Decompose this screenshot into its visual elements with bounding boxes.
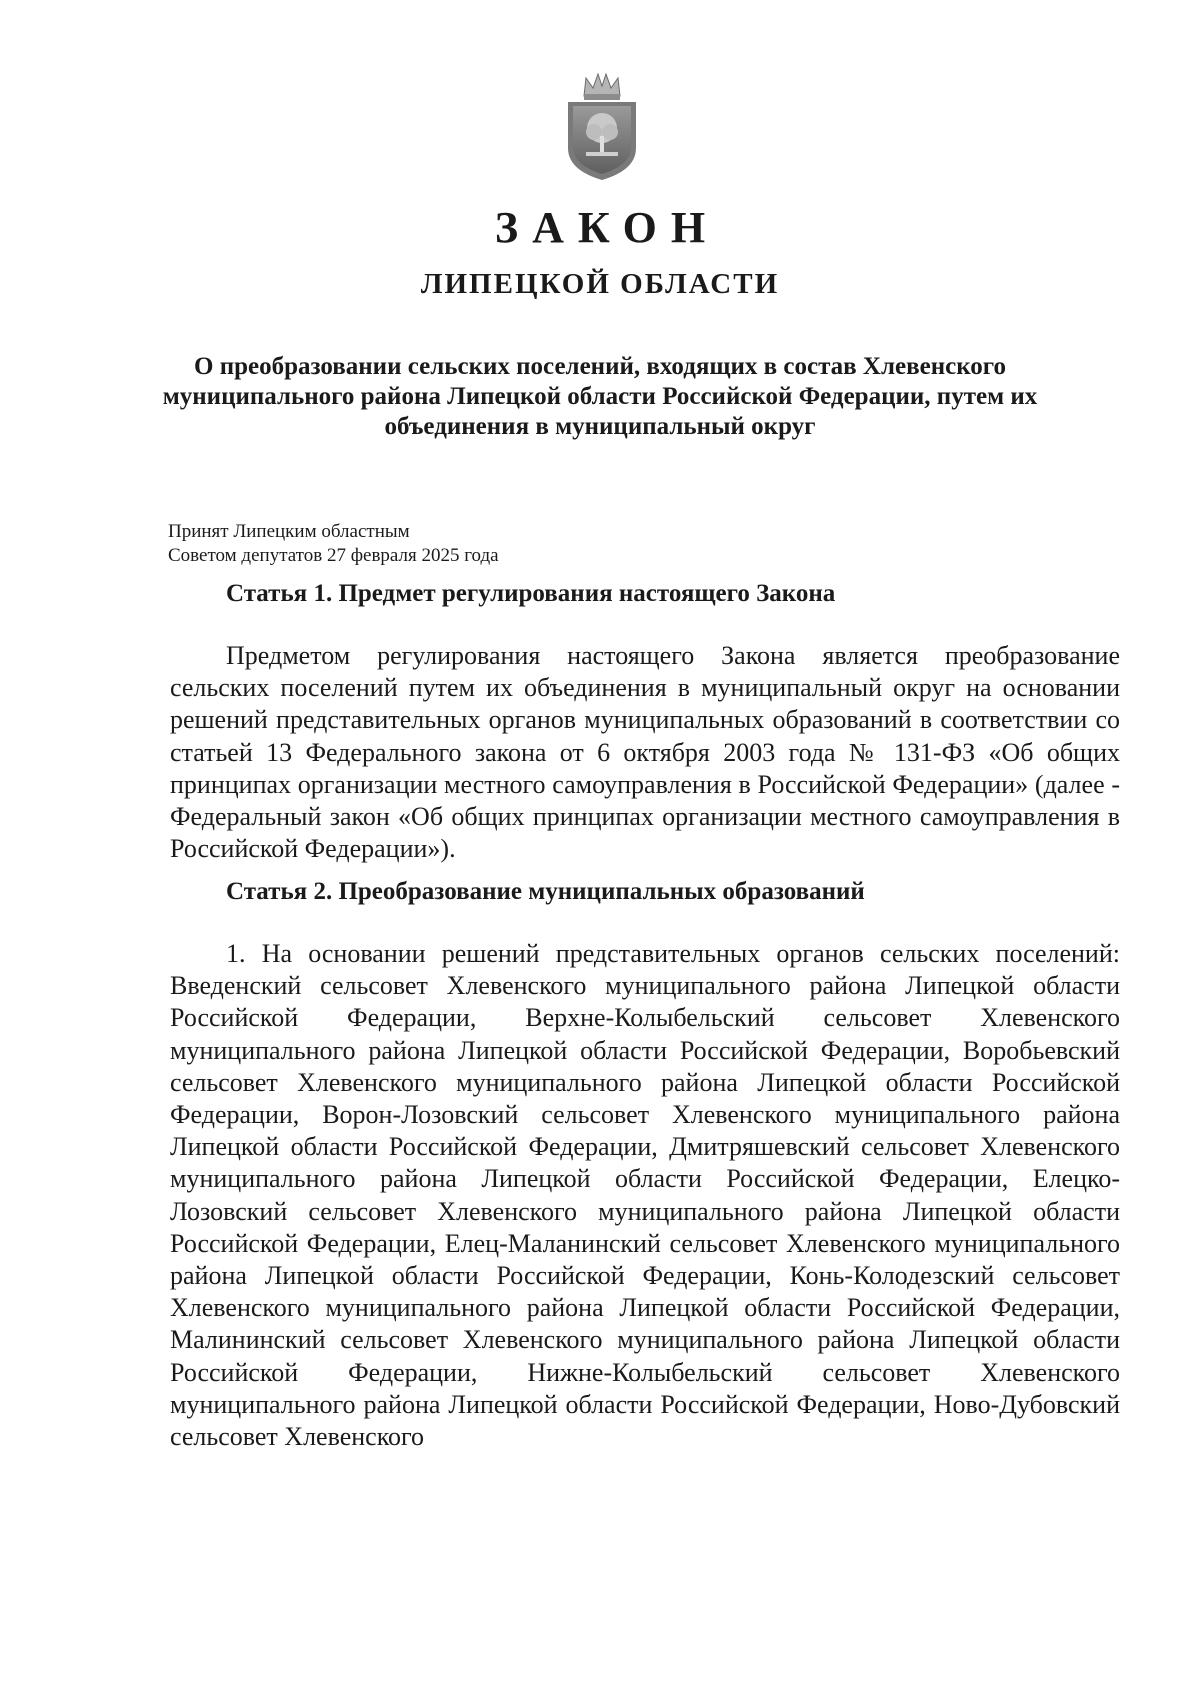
article-2-paragraph: 1. На основании решений представительных органов сельских поселений: Введенский сельсовет Хлевенского муниципального района Липецкой области Российской Федерации, Верхне-Колыбельский сельсовет Хлевенского муниципального района Липецкой области Российской Федерации, Воробьевский сельсовет Хлевенского муниципального района Липецкой области Российской Федерации, Ворон-Лозовский сельсовет Хлевенского муниципального района Липецкой области Российской Федерации, Дмитряшевский сельсовет Хлевенского муниципального района Липецкой области Российской Федерации, Елецко-Лозовский сельсовет Хлевенского муниципального района Липецкой области Российской Федерации, Елец-Маланинский сельсовет Хлевенского муниципального района Липецкой области Российской Федерации, Конь-Колодезский сельсовет Хлевенского муниципального района Липецкой области Российской Федерации, Малининский сельсовет Хлевенского муниципального района Липецкой области Российской Федерации, Нижне-Колыбельский сельсовет Хлевенского муниципального района Липецкой области Российской Федерации, Ново-Дубовский сельсовет Хлевенского xyxy=(170,939,1120,1452)
article-2-body xyxy=(170,938,1120,1453)
adoption-line: Советом депутатов 27 февраля 2025 года xyxy=(168,545,499,566)
article-1-heading: Статья 1. Предмет регулирования настоящего Закона xyxy=(226,580,836,607)
article-1-body xyxy=(170,640,1120,865)
article-2-heading: Статья 2. Преобразование муниципальных образований xyxy=(226,878,865,905)
adoption-line: Принят Липецким областным xyxy=(168,521,410,542)
law-title: ЗАКОН xyxy=(494,203,720,252)
adoption-note xyxy=(168,520,768,568)
coat-of-arms-emblem xyxy=(562,70,642,182)
law-name: О преобразовании сельских поселений, входящих в состав Хлевенского муниципального района Липецкой области Российской Федерации, путем их объединения в муниципальный округ xyxy=(162,353,1038,440)
article-1-paragraph: Предметом регулирования настоящего Закона является преобразование сельских поселений путем их объединения в муниципальный округ на основании решений представительных органов муниципальных образований в соответствии со статьей 13 Федерального закона от 6 октября 2003 года № 131-ФЗ «Об общих принципах организации местного самоуправления в Российской Федерации» (далее - Федеральный закон «Об общих принципах организации местного самоуправления в Российской Федерации»). xyxy=(170,641,1120,864)
law-region: ЛИПЕЦКОЙ ОБЛАСТИ xyxy=(420,268,780,300)
